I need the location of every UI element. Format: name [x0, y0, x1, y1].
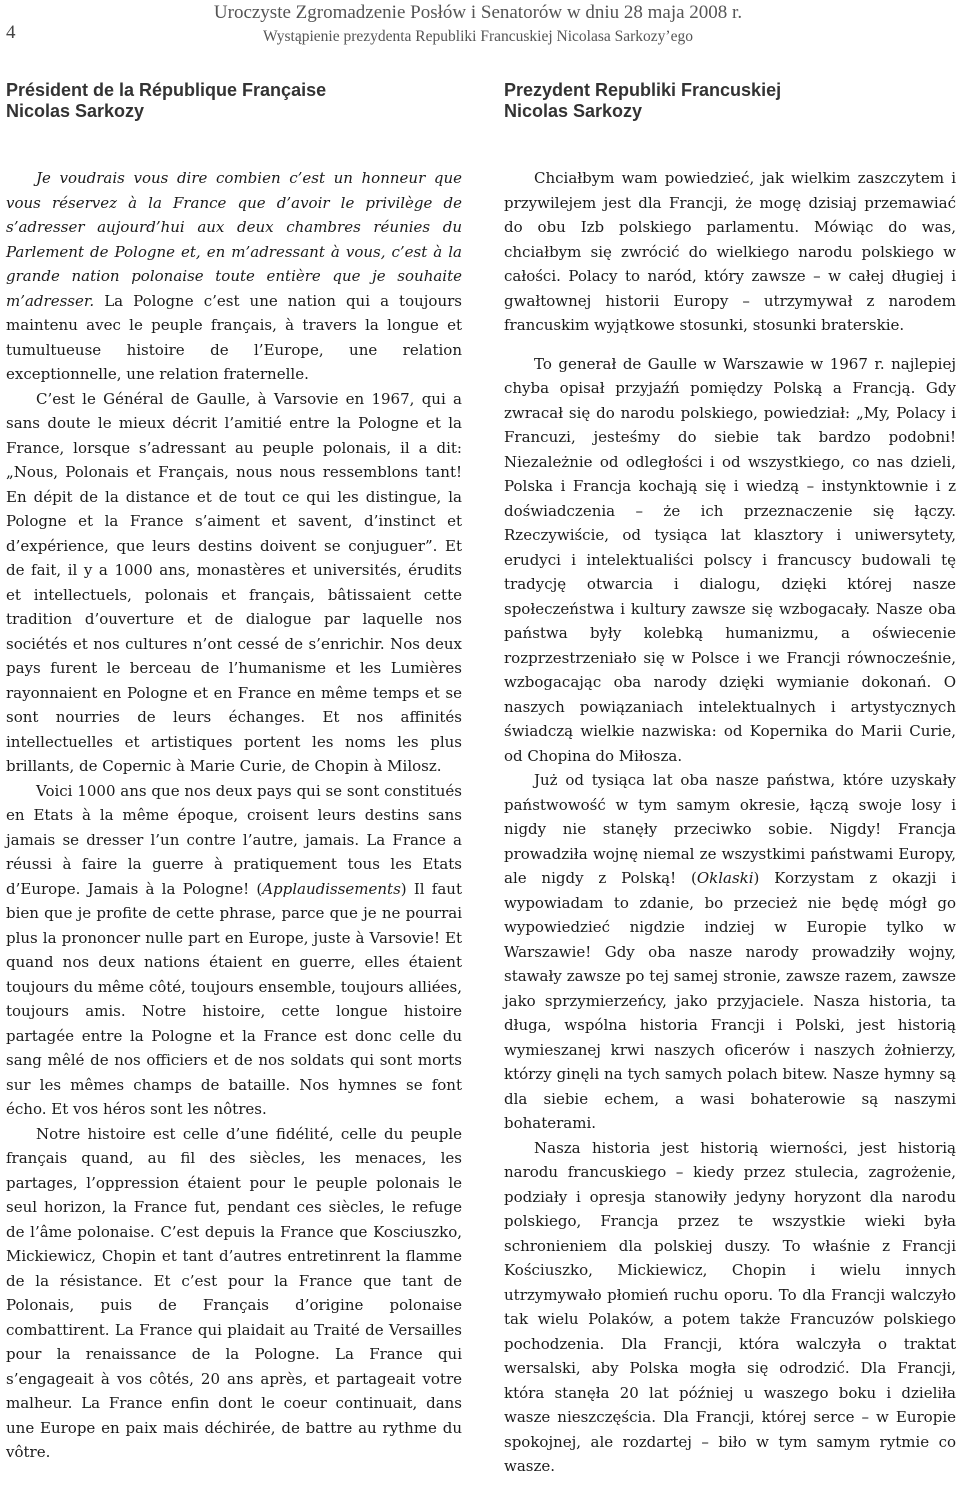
running-header	[178, 2, 778, 48]
applause-note: Oklaski	[696, 869, 754, 887]
paragraph: Chciałbym wam powiedzieć, jak wielkim zaszczytem i przywilejem jest dla Francji, że mogę dzisiaj przemawiać do obu Izb polskiego parlamentu. Mówiąc do was, chciałbym się zwrócić do wielkiego narodu polskiego w całości. Polacy to naród, który zawsze – w całej długiej i gwałtownej historii Europy – utrzymywał z narodem francuskim wyjątkowe stosunki, stosunki braterskie.	[504, 169, 956, 334]
paragraph: Nasza historia jest historią wierności, jest historią narodu francuskiego – kiedy przez stulecia, zagrożenie, podziały i opresja stanowiły jedyny horyzont dla narodu polskiego, Francja przez te wszystkie wieki była schronieniem dla polskiej duszy. To właśnie z Francji Kościuszko, Mickiewicz, Chopin i wielu innych utrzymywało płomień ruchu oporu. To dla Francji walczyło tak wielu Polaków, a potem także Francuzów polskiego pochodzenia. Dla Francji, która walczyła o traktat wersalski, aby Polska mogła się odrodzić. Dla Francji, która stanęła 20 lat później u waszego boku i dzieliła wasze nieszczęścia. Dla Francji, której serce – w Europie spokojnej, ale rozdartej – biło w tym samym rytmie co wasze.	[504, 1138, 956, 1475]
running-header-subtitle: Wystąpienie prezydenta Republiki Francuskiej Nicolasa Sarkozy’ego	[263, 28, 693, 45]
speaker-title-fr: Président de la République Française	[6, 80, 327, 100]
polish-column	[504, 80, 956, 1479]
applause-note: Applaudissements	[262, 879, 401, 898]
polish-speech	[504, 166, 956, 1479]
page-number: 4	[6, 22, 16, 43]
paragraph: Voici 1000 ans que nos deux pays qui se sont constitués en Etats à la même époque, croisent leurs destins sans jamais se dresser l’un contre l’autre, jamais. La France a réussi à faire la guerre à pratiquement tous les Etats d’Europe. Jamais à la Pologne! (Applaudissements) Il faut bien que je profite de cette phrase, parce que je ne pourrai plus la prononcer nulle part en Europe, juste à Varsovie! Et quand nos deux nations étaient en guerre, elles étaient toujours du même côté, toujours ensemble, toujours alliées, toujours amis. Notre histoire, cette longue histoire partagée entre la Pologne et la France est donc celle du sang mêlé de nos officiers et de nos soldats qui sont morts sur les mêmes champs de bataille. Nos hymnes se font écho. Et vos héros sont les nôtres.	[6, 781, 462, 1118]
paragraph: To generał de Gaulle w Warszawie w 1967 r. najlepiej chyba opisał przyjaźń pomiędzy Polską a Francją. Gdy zwracał się do narodu polskiego, powiedział: „My, Polacy i Francuzi, jesteśmy do siebie tak bardzo podobni! Niezależnie od odległości i od wszystkiego, co nas dzieli, Polska i Francja kochają się i wiedzą – instynktownie i z doświadczenia – że ich przeznaczenie się łączy. Rzeczywiście, od tysiąca lat klasztory i uniwersytety, erudyci i intelektualiści polscy i francuscy budowali tę tradycję otwarcia i dialogu, dzięki której nasze społeczeństwa i kultury zawsze się wzbogacały. Nasze oba państwa były kolebką humanizmu, a oświecenie rozprzestrzeniało się w Polsce i we Francji równocześnie, wzbogacając oba narody dzięki wymianie dokonań. O naszych powiązaniach intelektualnych i artystycznych świadczą wielkie nazwiska: od Kopernika do Marii Curie, od Chopina do Miłosza.	[504, 354, 956, 765]
paragraph: C’est le Général de Gaulle, à Varsovie en 1967, qui a sans doute le mieux décrit l’amitié entre la Pologne et la France, lorsque s’adressant au peuple polonais, il a dit: „Nous, Polonais et Français, nous nous ressemblons tant! En dépit de la distance et de tout ce qui les distingue, la Pologne et la France s’aiment et savent, d’instinct et d’expérience, que leurs destins doivent se conjuguer”. Et de fait, il y a 1000 ans, monastères et universités, érudits et intellectuels, polonais et français, bâtissaient cette tradition d’ouverture et de dialogue par laquelle nos sociétés et nos cultures n’ont cessé de s’enrichir. Nos deux pays furent le berceau de l’humanisme et les Lumières rayonnaient en Pologne et en France en même temps et se sont nourries de leurs échanges. Et nos affinités intellectuelles et artistiques portent les noms les plus brillants, de Copernic à Marie Curie, de Chopin à Milosz.	[6, 389, 462, 775]
opening-sentence: Je voudrais vous dire combien c’est un honneur que vous réservez à la France que d’avoir le privilège de s’adresser aujourd’hui aux deux chambres réunies du Parlement de Pologne et, en m’adressant à vous, c’est à la grande nation polonaise toute entière que je souhaite m’adresser.	[6, 169, 462, 310]
paragraph: Już od tysiąca lat oba nasze państwa, które uzyskały państwowość w tym samym okresie, łączą swoje losy i nigdy nie stanęły przeciwko sobie. Nigdy! Francja prowadziła wojnę niemal ze wszystkimi państwami Europy, ale nigdy z Polską! (Oklaski) Korzystam z okazji i wypowiadam to zdanie, bo przecież nie będę mógł go wypowiedzieć nigdzie indziej w Europie tylko w Warszawie! Gdy oba nasze narody prowadziły wojny, stawały zawsze po tej samej stronie, zawsze razem, zawsze jako sprzymierzeńcy, jako przyjaciele. Nasza historia, ta długa, wspólna historia Francji i Polski, jest historią wymieszanej krwi naszych oficerów i naszych żołnierzy, którzy ginęli na tych samych polach bitew. Nasze hymny są dla siebie echem, a wasi bohaterowie są naszymi bohaterami.	[504, 771, 956, 1132]
french-column	[6, 80, 462, 1465]
speaker-title-pl: Prezydent Republiki Francuskiej	[504, 80, 782, 100]
paragraph-continuation: La Pologne c’est une nation qui a toujours maintenu avec le peuple français, à travers la longue et tumultueuse histoire de l’Europe, une relation exceptionnelle, une relation fraternelle.	[6, 291, 462, 383]
paragraph	[6, 166, 462, 387]
french-speech	[6, 166, 462, 1465]
speaker-name-fr: Nicolas Sarkozy	[6, 101, 145, 121]
speaker-name-pl: Nicolas Sarkozy	[504, 101, 643, 121]
paragraph: Notre histoire est celle d’une fidélité, celle du peuple français quand, au fil des siècles, les menaces, les partages, l’oppression étaient pour le peuple polonais le seul horizon, la France fut, pendant ces siècles, le refuge de l’âme polonaise. C’est depuis la France que Kosciuszko, Mickiewicz, Chopin et tant d’autres entretinrent la flamme de la résistance. Et c’est pour la France que tant de Polonais, puis de Français d’origine polonaise combattirent. La France qui plaidait au Traité de Versailles pour la renaissance de la Pologne. La France qui s’engageait à vos côtés, 20 ans après, et partageait votre malheur. La France enfin dont le coeur continuait, dans une Europe en paix mais déchirée, de battre au rythme du vôtre.	[6, 1124, 462, 1461]
running-header-title: Uroczyste Zgromadzenie Posłów i Senatorów w dniu 28 maja 2008 r.	[213, 2, 743, 23]
